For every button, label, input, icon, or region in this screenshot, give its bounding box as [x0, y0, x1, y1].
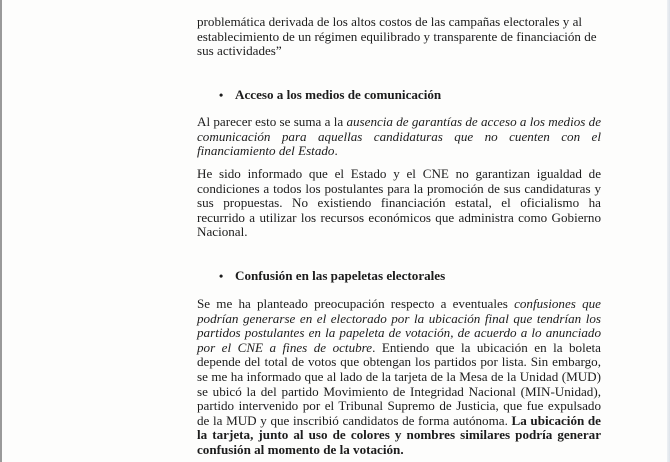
- text-run: . Entiendo que la ubicación en la boleta depende del total de votos que obtengan los partidos por lista. Sin embargo, se me ha informado que al lado de la tarjeta de la Mesa de la Unidad (MUD) se ubicó la del partido Movimiento de Integridad Nacional (MIN-Unidad), partido intervenido por el Tribunal Supremo de Justicia, que fue expulsado de la MUD y que inscribió candidatos de forma autónoma.: [197, 339, 601, 428]
- page-left-edge: [0, 0, 2, 462]
- text-run: .: [334, 143, 338, 159]
- italic-run: confusiones que podrían generarse en el electorado por la ubicación final que tendrían los partidos postulantes en la papeleta de votación, de acuerdo a lo anunciado por el CNE a fines de octubre: [197, 296, 601, 355]
- heading-text: Confusión en las papeletas electorales: [235, 268, 446, 283]
- media-access-paragraph: [197, 115, 601, 159]
- text-run: Al parecer esto se suma a la: [197, 114, 347, 129]
- heading-text: Acceso a los medios de comunicación: [235, 87, 442, 102]
- bold-run: La ubicación de la tarjeta, junto al uso de colores y nombres similares podría generar confusión al momento de la votación.: [197, 412, 601, 457]
- section-heading-media-access: [197, 88, 601, 103]
- state-funding-paragraph: He sido informado que el Estado y el CNE no garantizan igualdad de condiciones a todos los postulantes para la promoción de sus candidaturas y sus propuestas. No existiendo financiación estatal, el oficialismo ha recurrido a utilizar los recursos económicos que administra como Gobierno Nacional.: [197, 166, 601, 240]
- quote-paragraph: problemática derivada de los altos costos de las campañas electorales y al establecimiento de un régimen equilibrado y transparente de financiación de sus actividades”: [197, 14, 597, 59]
- bullet-icon: •: [219, 88, 224, 102]
- section-heading-ballot-confusion: [197, 269, 601, 284]
- bullet-icon: •: [219, 269, 224, 283]
- ballot-confusion-paragraph: [197, 297, 601, 458]
- text-run: Se me ha planteado preocupación respecto a eventuales: [197, 296, 515, 311]
- italic-run: ausencia de garantías de acceso a los medios de comunicación para aquellas candidaturas que no cuenten con el financiamiento del Estado: [197, 114, 602, 159]
